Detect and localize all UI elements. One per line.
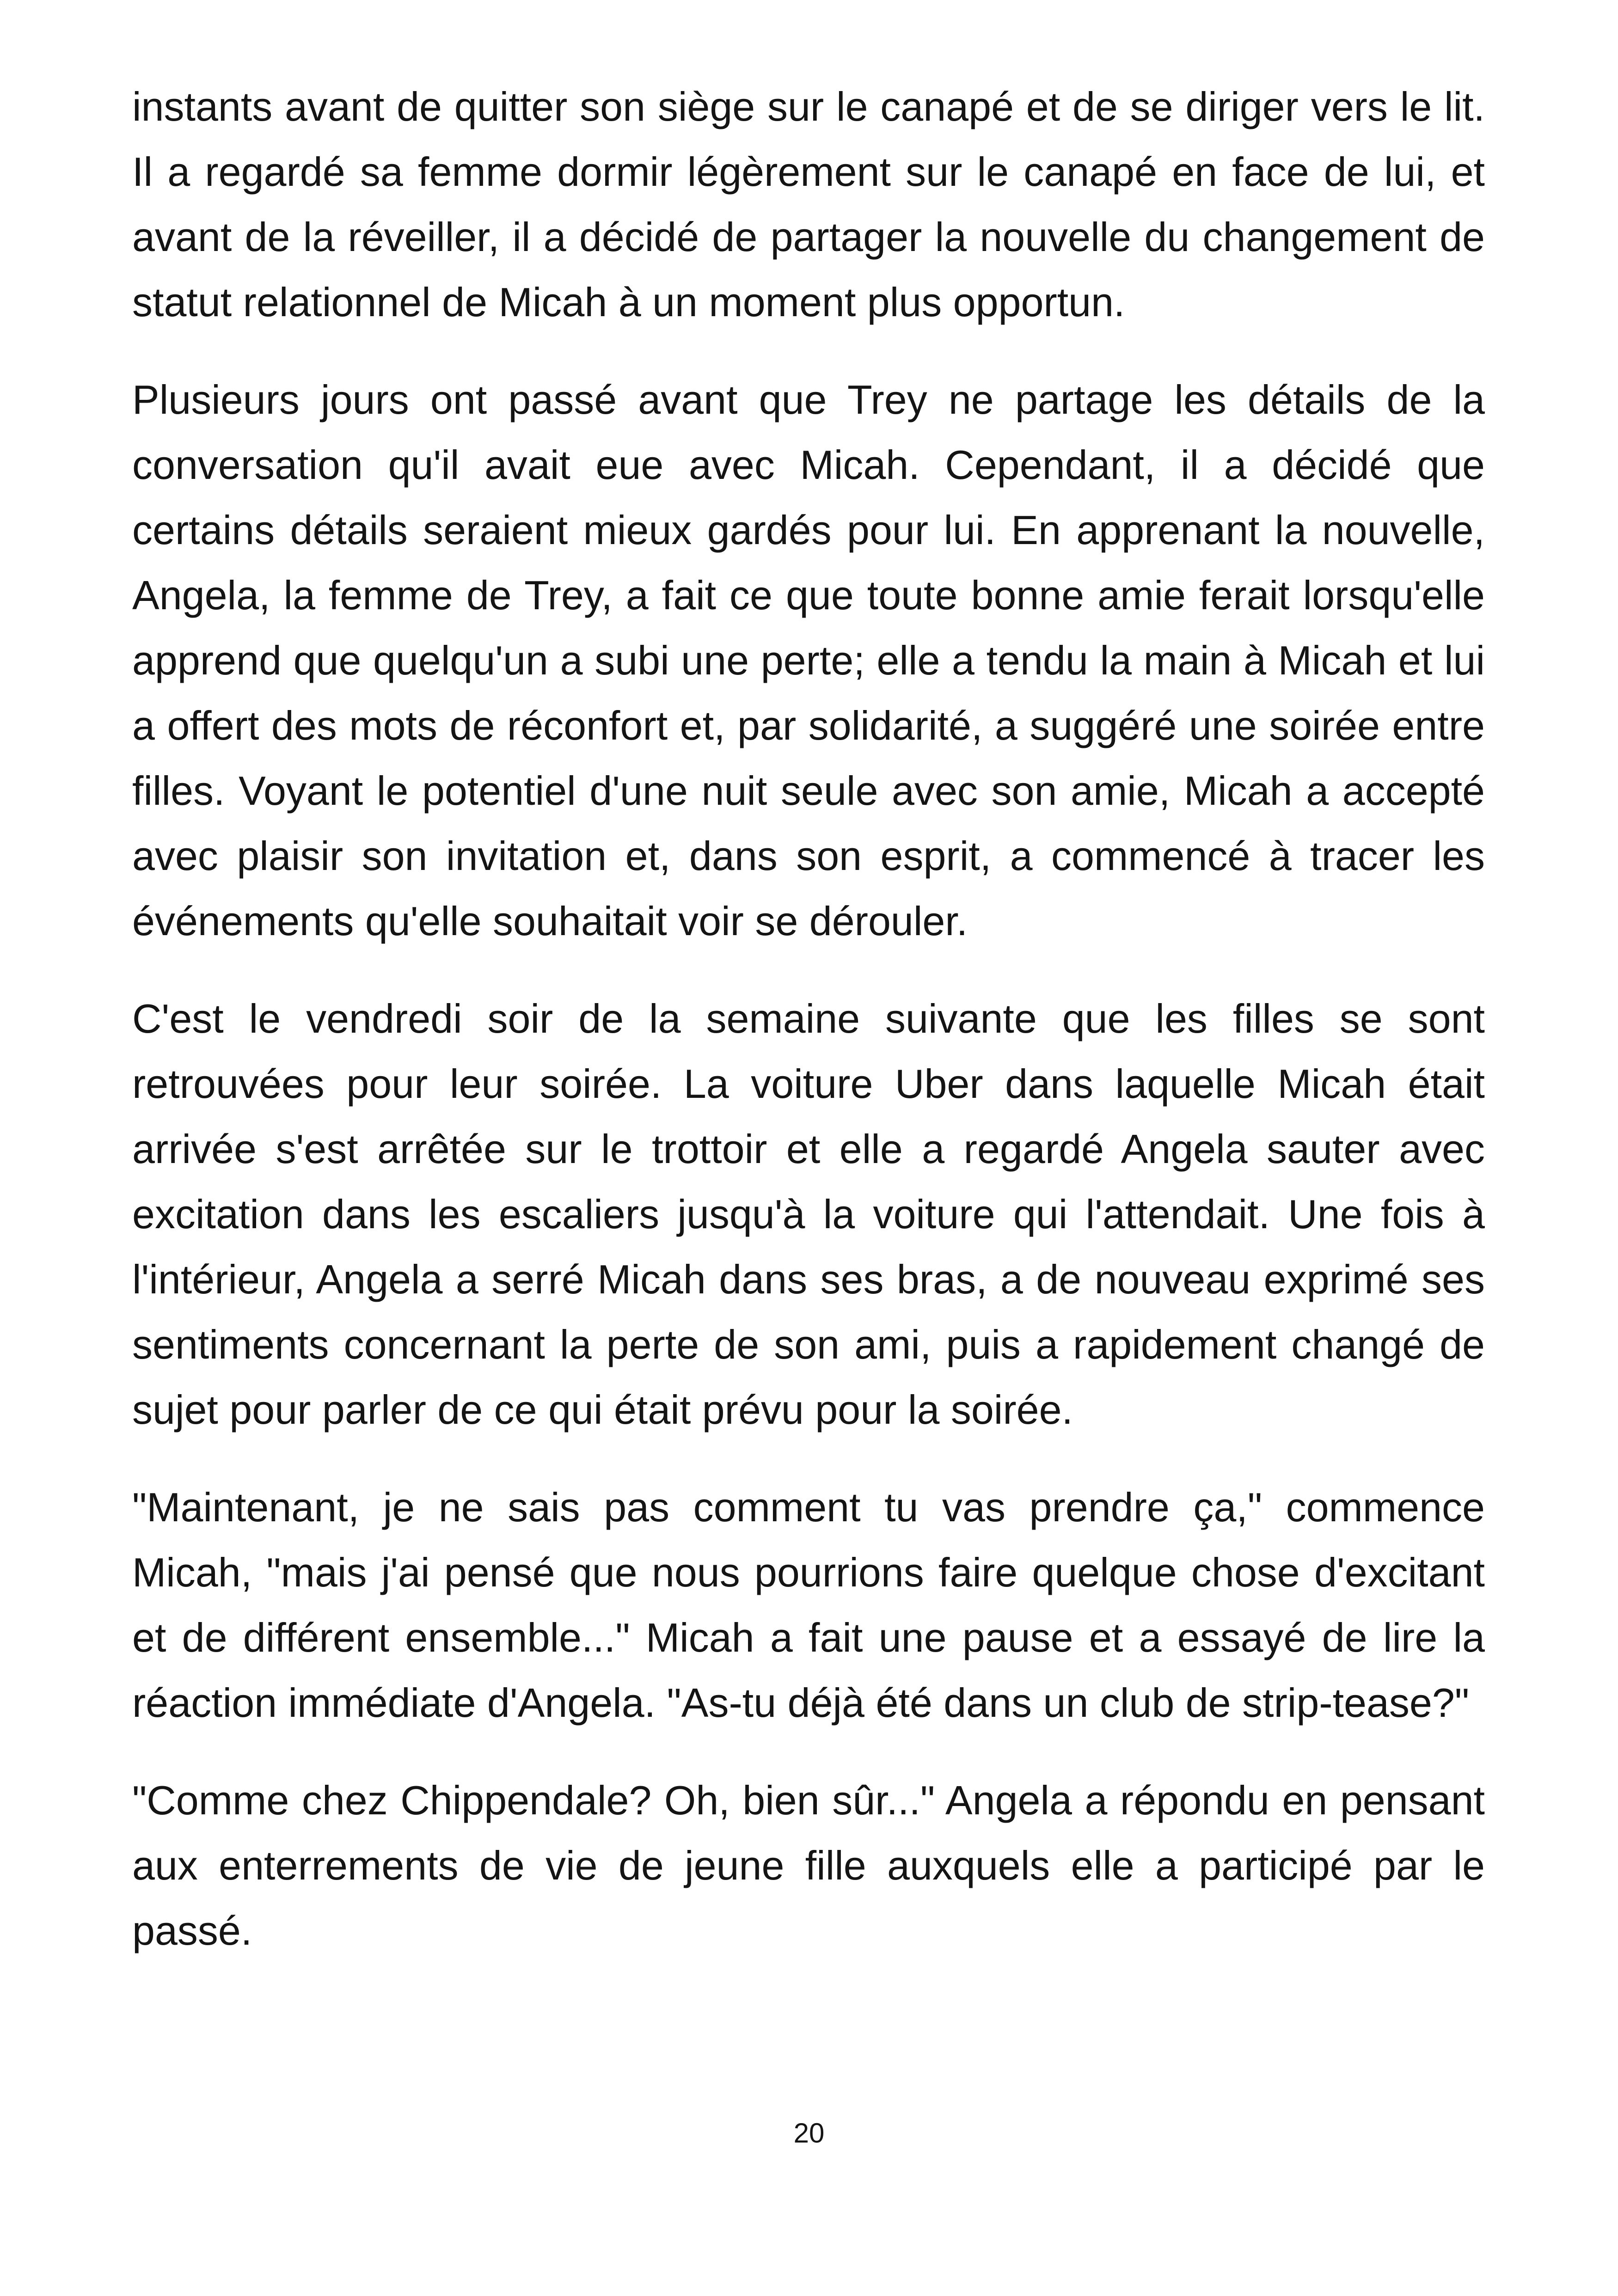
paragraph: instants avant de quitter son siège sur le canapé et de se diriger vers le lit. Il a regardé sa femme dormir légèrement sur le canapé en face de lui, et avant de la réveiller, il a décidé de partager la nouvelle du changement de statut relationnel de Micah à un moment plus opportun. [132, 84, 1485, 325]
paragraph: Plusieurs jours ont passé avant que Trey ne partage les détails de la conversation qu'il avait eue avec Micah. Cependant, il a décidé que certains détails seraient mieux gardés pour lui. En apprenant la nouvelle, Angela, la femme de Trey, a fait ce que toute bonne amie ferait lorsqu'elle apprend que quelqu'un a subi une perte; elle a tendu la main à Micah et lui a offert des mots de réconfort et, par solidarité, a suggéré une soirée entre filles. Voyant le potentiel d'une nuit seule avec son amie, Micah a accepté avec plaisir son invitation et, dans son esprit, a commencé à tracer les événements qu'elle souhaitait voir se dérouler. [132, 377, 1485, 944]
page-number: 20 [793, 2118, 825, 2149]
paragraph: C'est le vendredi soir de la semaine suivante que les filles se sont retrouvées pour leur soirée. La voiture Uber dans laquelle Micah était arrivée s'est arrêtée sur le trottoir et elle a regardé Angela sauter avec excitation dans les escaliers jusqu'à la voiture qui l'attendait. Une fois à l'intérieur, Angela a serré Micah dans ses bras, a de nouveau exprimé ses sentiments concernant la perte de son ami, puis a rapidement changé de sujet pour parler de ce qui était prévu pour la soirée. [132, 996, 1485, 1433]
body-text [132, 74, 1485, 1996]
paragraph: "Maintenant, je ne sais pas comment tu vas prendre ça," commence Micah, "mais j'ai pensé que nous pourrions faire quelque chose d'excitant et de différent ensemble..." Micah a fait une pause et a essayé de lire la réaction immédiate d'Angela. "As-tu déjà été dans un club de strip-tease?" [132, 1484, 1485, 1726]
paragraph: "Comme chez Chippendale? Oh, bien sûr..." Angela a répondu en pensant aux enterrements de vie de jeune fille auxquels elle a participé par le passé. [132, 1777, 1485, 1953]
